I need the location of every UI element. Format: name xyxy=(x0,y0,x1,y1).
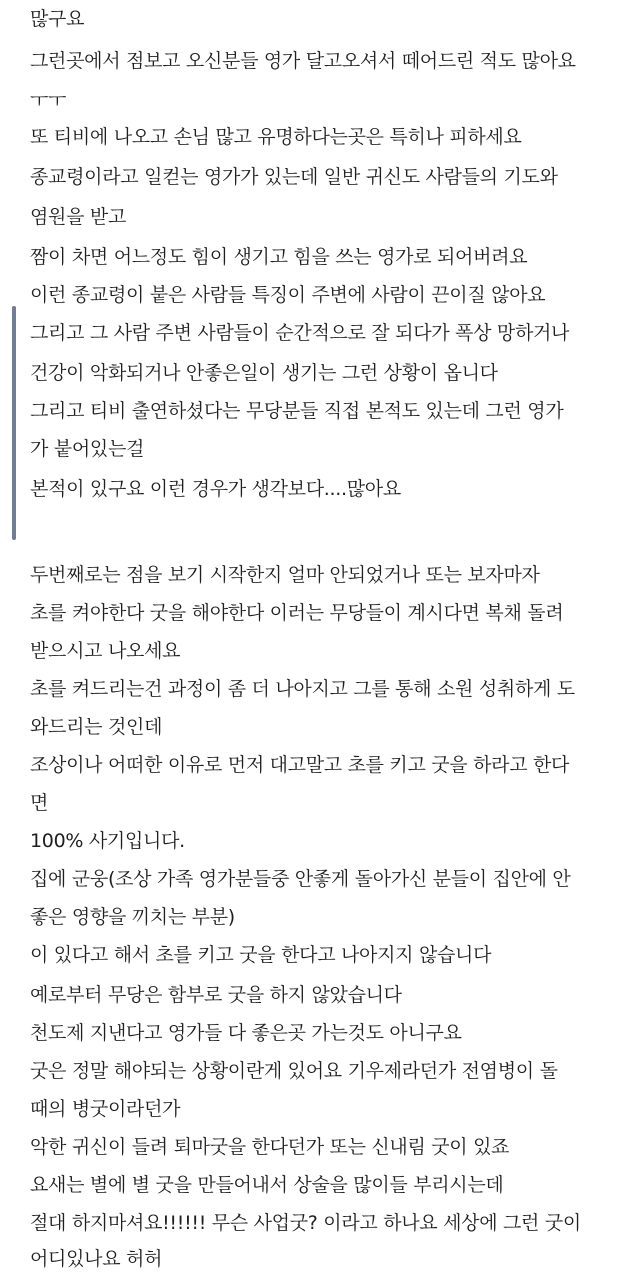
post-line: 굿은 정말 해야되는 상황이란게 있어요 기우제라던가 전염병이 돌 xyxy=(30,1060,558,1082)
post-line: 그리고 티비 출연하셨다는 무당분들 직접 본적도 있는데 그런 영가 xyxy=(30,400,564,422)
post-line: 초를 켜드리는건 과정이 좀 더 나아지고 그를 통해 소원 성취하게 도 xyxy=(30,678,575,700)
scrollbar-thumb[interactable] xyxy=(12,306,16,540)
post-line: 어디있나요 허허 xyxy=(30,1248,163,1270)
post-line: 천도제 지낸다고 영가들 다 좋은곳 가는것도 아니구요 xyxy=(30,1022,462,1044)
post-line: ㅜㅜ xyxy=(30,90,67,112)
post-line: 예로부터 무당은 함부로 굿을 하지 않았습니다 xyxy=(30,984,402,1006)
post-line: 조상이나 어떠한 이유로 먼저 대고말고 초를 키고 굿을 하라고 한다 xyxy=(30,754,570,776)
post-line: 가 붙어있는걸 xyxy=(30,438,145,460)
post-line: 면 xyxy=(30,792,49,814)
post-line: 짬이 차면 어느정도 힘이 생기고 힘을 쓰는 영가로 되어버려요 xyxy=(30,246,528,268)
post-line: 이런 종교령이 붙은 사람들 특징이 주변에 사람이 끈이질 않아요 xyxy=(30,284,546,306)
post-line: 두번째로는 점을 보기 시작한지 얼마 안되었거나 또는 보자마자 xyxy=(30,564,540,586)
post-line: 집에 군웅(조상 가족 영가분들중 안좋게 돌아가신 분들이 집안에 안 xyxy=(30,868,571,890)
post-line: 와드리는 것인데 xyxy=(30,716,163,738)
post-line: 초를 켜야한다 굿을 해야한다 이러는 무당들이 계시다면 복채 돌려 xyxy=(30,602,564,624)
post-line: 좋은 영향을 끼치는 부분) xyxy=(30,906,235,928)
post-line: 그리고 그 사람 주변 사람들이 순간적으로 잘 되다가 폭상 망하거나 xyxy=(30,322,570,344)
post-line: 본적이 있구요 이런 경우가 생각보다....많아요 xyxy=(30,478,401,500)
post-line: 때의 병굿이라던가 xyxy=(30,1098,181,1120)
post-line: 종교령이라고 일컫는 영가가 있는데 일반 귀신도 사람들의 기도와 xyxy=(30,166,558,188)
post-line: 이 있다고 해서 초를 키고 굿을 한다고 나아지지 않습니다 xyxy=(30,944,492,966)
post-line: 악한 귀신이 들려 퇴마굿을 한다던가 또는 신내림 굿이 있죠 xyxy=(30,1136,510,1158)
post-line: 많구요 xyxy=(30,8,85,30)
post-line: 또 티비에 나오고 손님 많고 유명하다는곳은 특히나 피하세요 xyxy=(30,126,522,148)
post-line: 요새는 별에 별 굿을 만들어내서 상술을 많이들 부리시는데 xyxy=(30,1174,504,1196)
post-line: 건강이 악화되거나 안좋은일이 생기는 그런 상황이 옵니다 xyxy=(30,362,498,384)
post-line: 염원을 받고 xyxy=(30,206,127,228)
post-line: 받으시고 나오세요 xyxy=(30,640,181,662)
post-line: 그런곳에서 점보고 오신분들 영가 달고오셔서 떼어드린 적도 많아요 xyxy=(30,50,576,72)
post-line: 절대 하지마셔요!!!!!! 무슨 사업굿? 이라고 하나요 세상에 그런 굿이 xyxy=(30,1212,581,1234)
post-line: 100% 사기입니다. xyxy=(30,830,185,852)
scrollbar-track[interactable] xyxy=(12,306,16,540)
